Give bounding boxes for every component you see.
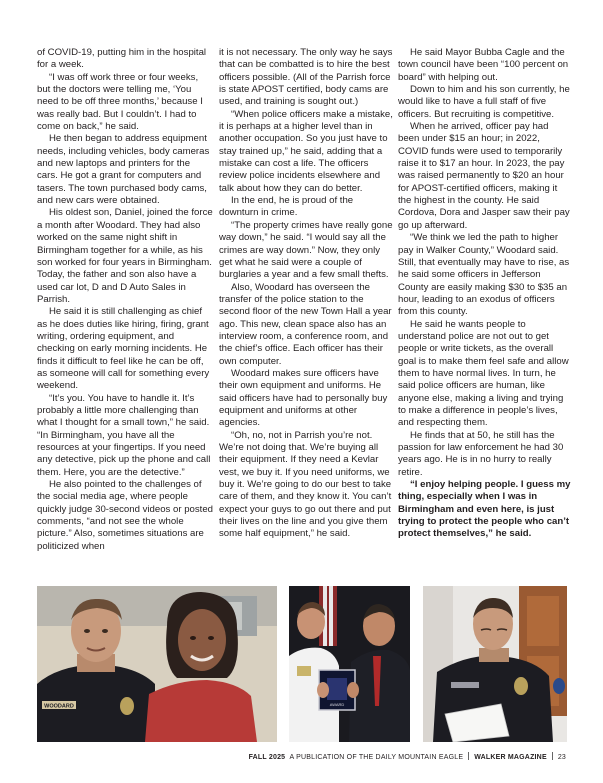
officer-nametag: WOODARD — [44, 703, 74, 710]
paragraph: of COVID-19, putting him in the hospital for a week. — [37, 47, 207, 71]
paragraph: He also pointed to the challenges of the social media age, where people quickly judge 30-second videos or posted comments, “and not see the whole picture.” Also, sometimes situations are politicized when — [37, 479, 213, 552]
paragraph: “We think we led the path to higher pay in Walker County,” Woodard said. Still, that eventually may have to rise, as he said some officers in Jefferson County are easily making $30 to $35 an hour, leading to an exodus of officers from this county. — [398, 232, 570, 318]
photo-officer-reading — [423, 586, 567, 742]
paragraph: Also, Woodard has overseen the transfer of the police station to the second floor of the new Town Hall a year ago. This new, clean space also has an interview room, a conference room, and the chief’s office. Each officer has their own computer. — [219, 281, 392, 367]
footer-separator — [468, 752, 469, 760]
paragraph: He said he wants people to understand police are not out to get people or write tickets, as the overall goal is to make them feel safe and allow them to have normal lives. In turn, he said police officers are human, like anyone else, making a living and trying to make a difference in people’s lives, and respecting them. — [398, 318, 569, 429]
page-footer — [0, 752, 566, 761]
paragraph: “I enjoy helping people. I guess my thing, especially when I was in Birmingham and even here, is just trying to protect the people who can’t protect themselves,” he said. — [398, 479, 571, 540]
footer-issue: FALL 2025 — [248, 754, 286, 761]
footer-magazine: WALKER MAGAZINE — [474, 754, 547, 761]
article-column-1 — [37, 47, 213, 553]
page-number: 23 — [557, 754, 566, 761]
paragraph: “The property crimes have really gone way down,” he said. “I would say all the crimes are way down.” Now, they only get what he said were a couple of burglaries a year and a few small thefts. — [219, 219, 393, 281]
paragraph: “When police officers make a mistake, it is perhaps at a higher level than in another occupation. So you just have to stay trained up,” he said, adding that a mistake can cost a life. The officers review police incidents elsewhere and talk about how they can do better. — [219, 108, 393, 194]
paragraph: “It’s you. You have to handle it. It’s probably a little more challenging than what I thought for a small town,” he said. “In Birmingham, you have all the resources at your fingertips. If you need any detective, pick up the phone and call them. Here, you are the detective.” — [37, 392, 211, 478]
article-column-2 — [219, 47, 395, 541]
paragraph: He finds that at 50, he still has the passion for law enforcement he had 30 years ago. He is in no hurry to really retire. — [398, 429, 564, 478]
paragraph: Down to him and his son currently, he would like to have a full staff of five officers. But recruiting is competitive. — [398, 84, 570, 120]
photo-illustration — [289, 586, 410, 742]
footer-publication: A PUBLICATION OF THE DAILY MOUNTAIN EAGLE — [289, 754, 464, 761]
paragraph: When he arrived, officer pay had been under $15 an hour; in 2022, COVID funds were used to temporarily raise it to $17 an hour. In 2023, the pay was raised permanently to $20 an hour for APOST-certified officers, making it the highest in the county. He said Cordova, Dora and Jasper saw their pay go up afterward. — [398, 121, 570, 231]
paragraph: In the end, he is proud of the downturn in crime. — [219, 195, 354, 219]
paragraph: He then began to address equipment needs, including vehicles, body cameras and new laptops and printers for the cars. He got a grant for computers and tasers. The town purchased body cams, and new cars were obtained. — [37, 133, 210, 207]
photo-award-presentation — [289, 586, 410, 742]
paragraph: “I was off work three or four weeks, but the doctors were telling me, ‘You need to be off three months,’ because I was really bad. But I couldn’t. I had to come on back,” he said. — [37, 71, 203, 133]
paragraph: He said Mayor Bubba Cagle and the town council have been “100 percent on board” with helping out. — [398, 47, 569, 83]
photo-illustration — [423, 586, 567, 742]
paragraph: “Oh, no, not in Parrish you’re not. We’re not doing that. We’re buying all their equipment. If they need a Kevlar vest, we buy it. If you need uniforms, we buy it. We’re going to do our best to take care of them, and they know it. You can’t expect your guys to go out there and put their lives on the line and you give them some half equipment,” he said. — [219, 429, 392, 540]
footer-separator — [552, 752, 553, 760]
article-column-3 — [398, 47, 572, 541]
paragraph: it is not necessary. The only way he says that can be combatted is to hire the best officers possible. (All of the Parrish force is state APOST certified, body cams are used, and training is sought out.) — [219, 47, 393, 108]
photo-officer-with-guest — [37, 586, 277, 742]
paragraph: Woodard makes sure officers have their own equipment and uniforms. He said officers have had to personally buy equipment and uniforms at other agencies. — [219, 367, 388, 429]
photo-illustration — [37, 586, 277, 742]
plaque-label: AWARD — [329, 702, 345, 707]
paragraph: His oldest son, Daniel, joined the force a month after Woodard. They had also worked on the same night shift in Birmingham together for a while, as his son worked for four years in Birmingham. Today, the father and son also have a used car lot, D and D Auto Sales in Parrish. — [37, 207, 213, 305]
paragraph: He said it is still challenging as chief as he does duties like hiring, firing, grant writing, ordering equipment, and checking on early morning incidents. He finds it difficult to feel like he can be off, as someone will call for something every weekend. — [37, 306, 210, 392]
